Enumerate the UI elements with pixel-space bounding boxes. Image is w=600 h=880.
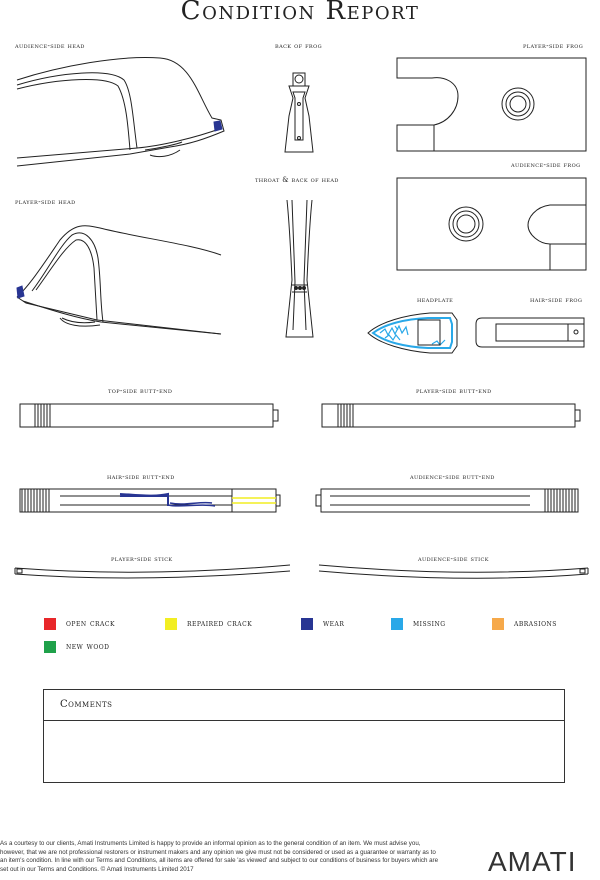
- label-audience-side-frog: audience-side frog: [511, 161, 581, 169]
- label-player-side-stick: player-side stick: [111, 555, 173, 563]
- label-player-side-frog: player-side frog: [523, 42, 584, 50]
- hair-side-butt-end-drawing: [20, 489, 280, 512]
- legend-swatch: [391, 618, 403, 630]
- legend-swatch: [492, 618, 504, 630]
- legend-item: [391, 618, 446, 630]
- label-audience-side-head: audience-side head: [15, 42, 85, 50]
- legend-label: missing: [413, 619, 446, 629]
- legend-item: [165, 618, 252, 630]
- headplate-drawing: [368, 313, 457, 353]
- label-headplate: headplate: [417, 296, 454, 304]
- label-top-side-butt-end: top-side butt-end: [108, 387, 173, 395]
- comments-box: [43, 689, 565, 783]
- legend-label: open crack: [66, 619, 115, 629]
- back-of-frog-drawing: [285, 73, 313, 152]
- player-side-stick-drawing: [15, 565, 290, 578]
- disclaimer-text: As a courtesy to our clients, Amati Instruments Limited is happy to provide an informal opinion as to the general condition of an item. We must advise you, however, that we are not professional restorers or instrument makers and any opinion we give must not be considered or used as a guarantee or warranty as to an item's condition. In line with our Terms and Conditions, all items are offered for sale 'as viewed' and subject to our conditions of business for buyers which are set out in our Terms and Conditions. © Amati Instruments Limited 2017: [0, 840, 439, 873]
- label-hair-side-frog: hair-side frog: [530, 296, 583, 304]
- label-hair-side-butt-end: hair-side butt-end: [107, 473, 175, 481]
- legend-swatch: [44, 618, 56, 630]
- player-side-butt-end-drawing: [322, 404, 580, 427]
- legend-item: [492, 618, 557, 630]
- audience-side-head-drawing: [17, 58, 224, 166]
- player-side-head-drawing: [17, 226, 221, 334]
- legend-swatch: [44, 641, 56, 653]
- legend-label: abrasions: [514, 619, 557, 629]
- label-audience-side-stick: audience-side stick: [418, 555, 489, 563]
- comments-body[interactable]: [44, 721, 564, 789]
- throat-head-drawing: [286, 200, 313, 337]
- legend-swatch: [165, 618, 177, 630]
- label-back-of-frog: back of frog: [275, 42, 322, 50]
- audience-side-frog-drawing: [397, 178, 586, 270]
- audience-side-stick-drawing: [319, 565, 588, 578]
- legend-item: [44, 641, 109, 653]
- label-player-side-head: player-side head: [15, 198, 76, 206]
- legend-label: repaired crack: [187, 619, 253, 629]
- player-side-frog-drawing: [397, 58, 586, 151]
- label-audience-side-butt-end: audience-side butt-end: [410, 473, 495, 481]
- top-side-butt-end-drawing: [20, 404, 278, 427]
- page-title: Condition Report: [180, 0, 420, 26]
- hair-side-frog-drawing: [476, 318, 584, 347]
- label-player-side-butt-end: player-side butt-end: [416, 387, 492, 395]
- legend-swatch: [301, 618, 313, 630]
- audience-side-butt-end-drawing: [316, 489, 578, 512]
- amati-logo: AMATI: [488, 846, 577, 877]
- comments-heading: Comments: [44, 690, 564, 721]
- legend-label: wear: [323, 619, 345, 629]
- legend-item: [44, 618, 115, 630]
- legend-label: new wood: [66, 642, 110, 652]
- label-throat-back-of-head: throat & back of head: [255, 176, 339, 184]
- legend-item: [301, 618, 344, 630]
